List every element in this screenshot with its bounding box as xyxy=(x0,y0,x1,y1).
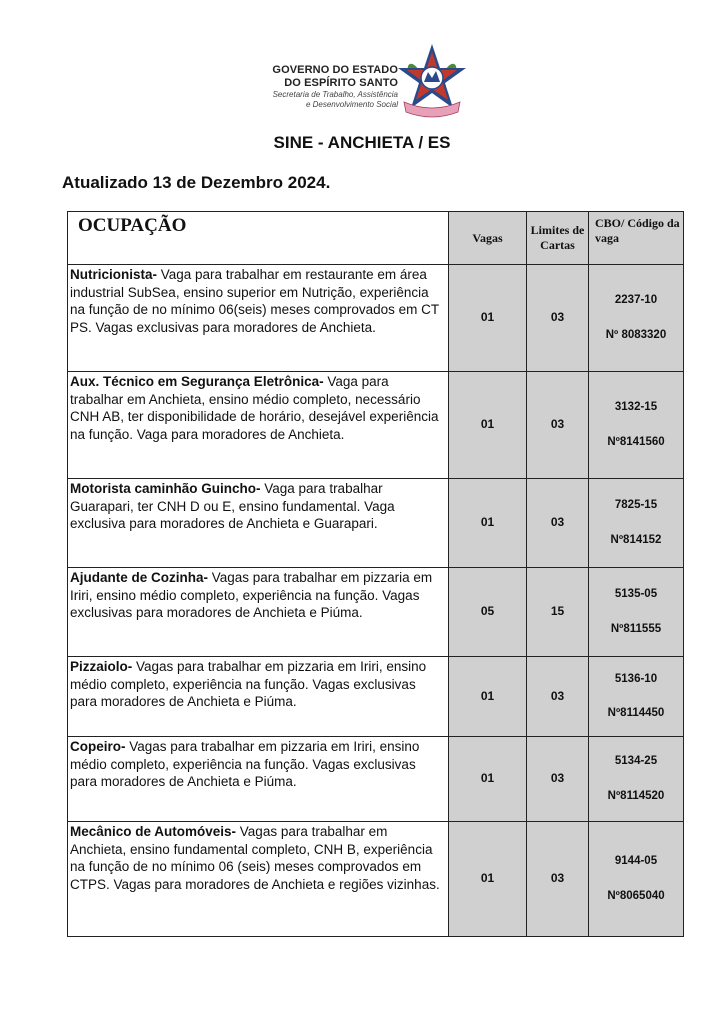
job-title: Aux. Técnico em Segurança Eletrônica- xyxy=(70,374,324,389)
updated-date: Atualizado 13 de Dezembro 2024. xyxy=(62,173,331,192)
cbo-cell xyxy=(589,657,684,737)
job-description: Vagas para trabalhar em pizzaria em Iriri, ensino médio completo, experiência na função. Vagas exclusivas para moradores de Anchieta e Piúma. xyxy=(70,659,427,709)
cbo-cell xyxy=(589,479,684,568)
job-title: Copeiro- xyxy=(70,739,126,754)
cbo-cell xyxy=(589,737,684,822)
government-text xyxy=(258,64,398,110)
cbo-code: 2237-10 xyxy=(614,294,658,306)
vaga-code: Nº8114520 xyxy=(607,789,665,802)
government-header xyxy=(258,42,488,118)
job-description: Vagas para trabalhar em Anchieta, ensino fundamental completo, CNH B, experiência na função de no mínimo 06 (seis) meses comprovados em CTPS. Vagas para moradores de Anchieta e regiões vizinhas. xyxy=(70,824,440,892)
job-description-cell xyxy=(68,822,449,937)
limites-value: 15 xyxy=(527,568,589,657)
cbo-code: 3132-15 xyxy=(614,401,658,413)
job-description-cell xyxy=(68,657,449,737)
limites-value: 03 xyxy=(527,265,589,372)
page-title: SINE - ANCHIETA / ES xyxy=(273,133,451,152)
limites-value: 03 xyxy=(527,822,589,937)
table-row xyxy=(68,822,684,937)
limites-value: 03 xyxy=(527,737,589,822)
header-cbo: CBO/ Código da vaga xyxy=(589,212,684,265)
job-title: Ajudante de Cozinha- xyxy=(70,570,208,585)
vaga-code: Nº8065040 xyxy=(607,889,665,902)
job-description-cell xyxy=(68,265,449,372)
table-row xyxy=(68,657,684,737)
job-description: Vagas para trabalhar em pizzaria em Iriri, ensino médio completo, experiência na função. Vagas exclusivas para moradores de Anchieta e Piúma. xyxy=(70,739,420,789)
vagas-value: 05 xyxy=(449,568,527,657)
job-title: Nutricionista- xyxy=(70,267,158,282)
cbo-cell xyxy=(589,568,684,657)
job-description: Vaga para trabalhar em restaurante em área industrial SubSea, ensino superior em Nutrição, experiência na função de no mínimo 06(seis) meses comprovados em CT PS. Vagas exclusivas para moradores de Anchieta. xyxy=(70,267,439,335)
limites-value: 03 xyxy=(527,479,589,568)
cbo-cell xyxy=(589,265,684,372)
vagas-value: 01 xyxy=(449,822,527,937)
cbo-cell xyxy=(589,822,684,937)
cbo-code: 9144-05 xyxy=(614,855,658,867)
header-vagas: Vagas xyxy=(449,212,527,265)
job-title: Mecânico de Automóveis- xyxy=(70,824,237,839)
vagas-value: 01 xyxy=(449,265,527,372)
header-limites: Limites de Cartas xyxy=(527,212,589,265)
job-description-cell xyxy=(68,479,449,568)
vaga-code: Nº 8083320 xyxy=(605,328,667,341)
cbo-code: 5136-10 xyxy=(614,672,658,685)
job-description: Vagas para trabalhar em pizzaria em Iriri, ensino médio completo, experiência na função. Vagas exclusivas para moradores de Anchieta e Piúma. xyxy=(70,570,433,620)
job-description: Vaga para trabalhar em Anchieta, ensino médio completo, necessário CNH AB, ter disponibilidade de horário, desejável experiência na função. Vaga para moradores de Anchieta. xyxy=(70,374,439,442)
vagas-value: 01 xyxy=(449,737,527,822)
table-row xyxy=(68,265,684,372)
job-title: Motorista caminhão Guincho- xyxy=(70,481,261,496)
table-row xyxy=(68,372,684,479)
vaga-code: Nº814152 xyxy=(610,533,662,546)
header-ocupacao: OCUPAÇÃO xyxy=(68,212,449,265)
vagas-value: 01 xyxy=(449,657,527,737)
vagas-value: 01 xyxy=(449,372,527,479)
vaga-code: Nº811555 xyxy=(610,622,662,635)
gov-line-2: DO ESPÍRITO SANTO xyxy=(284,77,398,89)
vaga-code: Nº8141560 xyxy=(607,435,665,448)
job-description-cell xyxy=(68,372,449,479)
limites-value: 03 xyxy=(527,372,589,479)
cbo-code: 5135-05 xyxy=(614,588,658,600)
table-header-row xyxy=(68,212,684,265)
job-description: Vaga para trabalhar Guarapari, ter CNH D ou E, ensino fundamental. Vaga exclusiva para moradores de Anchieta e Guarapari. xyxy=(70,481,395,531)
cbo-code: 7825-15 xyxy=(614,499,658,511)
secretaria-line-1: Secretaria de Trabalho, Assistência xyxy=(272,90,398,99)
cbo-cell xyxy=(589,372,684,479)
vagas-value: 01 xyxy=(449,479,527,568)
job-description-cell xyxy=(68,568,449,657)
limites-value: 03 xyxy=(527,657,589,737)
coat-of-arms-icon xyxy=(392,42,472,118)
table-row xyxy=(68,568,684,657)
job-table xyxy=(67,211,684,937)
cbo-code: 5134-25 xyxy=(614,755,658,767)
table-row xyxy=(68,737,684,822)
job-description-cell xyxy=(68,737,449,822)
secretaria-line-2: e Desenvolvimento Social xyxy=(305,100,398,109)
vaga-code: Nº8114450 xyxy=(607,707,665,719)
gov-line-1: GOVERNO DO ESTADO xyxy=(272,64,398,76)
job-title: Pizzaiolo- xyxy=(70,659,133,674)
table-row xyxy=(68,479,684,568)
